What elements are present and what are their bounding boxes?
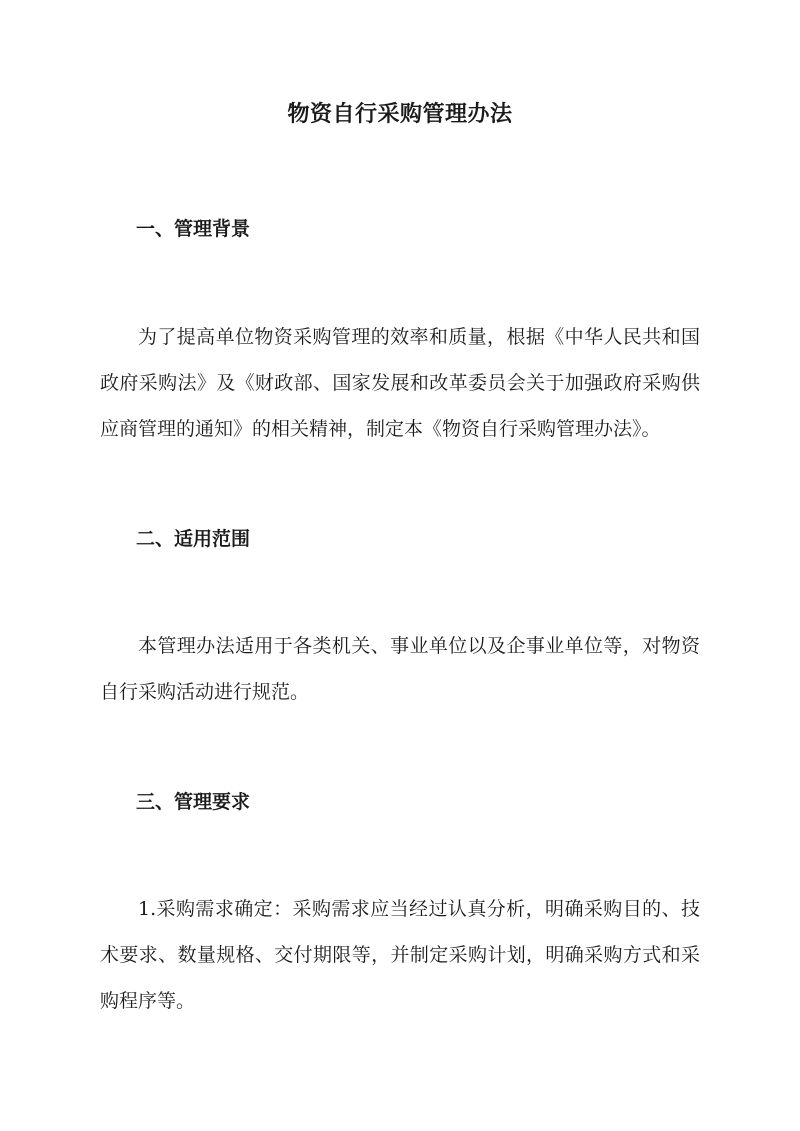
section-heading-scope: 二、适用范围 [136,528,251,550]
document-title: 物资自行采购管理办法 [287,101,513,127]
section-heading-background: 一、管理背景 [136,218,251,240]
section-heading-requirements: 三、管理要求 [136,791,251,813]
section-paragraph-requirements: 1.采购需求确定：采购需求应当经过认真分析，明确采购目的、技术要求、数量规格、交付期限等，并制定采购计划，明确采购方式和采购程序等。 [100,898,700,1012]
section-paragraph-background: 为了提高单位物资采购管理的效率和质量，根据《中华人民共和国政府采购法》及《财政部、国家发展和改革委员会关于加强政府采购供应商管理的通知》的相关精神，制定本《物资自行采购管理办法》。 [100,326,700,440]
section-paragraph-scope: 本管理办法适用于各类机关、事业单位以及企事业单位等，对物资自行采购活动进行规范。 [100,635,700,703]
